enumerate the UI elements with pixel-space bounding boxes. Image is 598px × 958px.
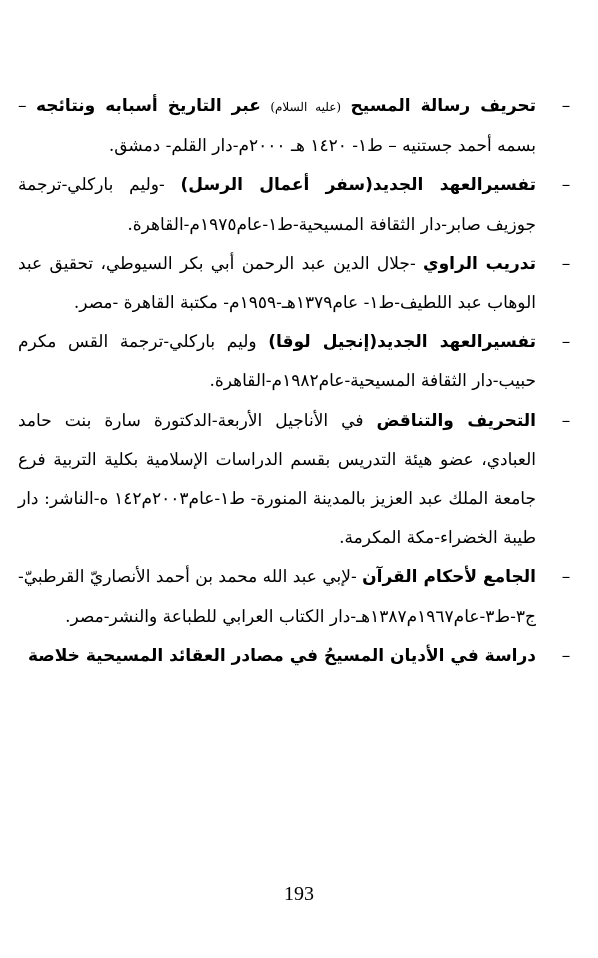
entry-title-continued: عبر التاريخ أسبابه ونتائجه <box>35 96 261 116</box>
entry-title: تحريف رسالة المسيح <box>350 96 537 116</box>
entry-title: تفسيرالعهد الجديد(سفر أعمال الرسل) <box>180 175 536 196</box>
list-dash: – <box>561 645 571 666</box>
bibliography-entry <box>18 323 571 401</box>
bibliography-entry <box>18 558 571 636</box>
entry-text: -جلال الدين عبد الرحمن أبي بكر السيوطي، تحقيق عبد الوهاب عبد اللطيف-ط١- عام١٣٧٩هـ-١٩٥٩م- مكتبة القاهرة -مصر. <box>18 253 536 314</box>
bibliography-entry <box>18 637 571 676</box>
page-number: 193 <box>284 883 314 905</box>
entry-text: في الأناجيل الأربعة-الدكتورة سارة بنت حامد العبادي، عضو هيئة التدريس بقسم الدراسات الإسلامية بكلية التربية فرع جامعة الملك عبد العزيز بالمدينة المنورة- ط١-عام٢٠٠٣م١٤٢ ه-الناشر: دار طيبة الخضراء-مكة المكرمة. <box>18 410 536 549</box>
entry-title: تدريب الراوي <box>423 253 536 274</box>
bibliography-entry <box>18 87 571 166</box>
entry-title: التحريف والتناقض <box>376 410 536 431</box>
entry-title: تفسيرالعهد الجديد(إنجيل لوقا) <box>268 332 537 353</box>
entry-note: (عليه السلام) <box>270 100 342 114</box>
entry-text: – بسمه أحمد جستنيه – ط١- ١٤٢٠ هـ ٢٠٠٠م-دار القلم- دمشق. <box>18 96 536 157</box>
entry-text: وليم باركلي-ترجمة القس مكرم حبيب-دار الثقافة المسيحية-عام١٩٨٢م-القاهرة. <box>18 332 536 392</box>
list-dash: – <box>561 96 571 116</box>
list-dash: – <box>561 253 571 274</box>
entry-text: -لإبي عبد الله محمد بن أحمد الأنصاريّ القرطبيّ-ج٣-ط٣-عام١٩٦٧م١٣٨٧هـ-دار الكتاب العرابي للطباعة والنشر-مصر. <box>18 567 536 627</box>
bibliography-entry <box>18 166 571 244</box>
list-dash: – <box>561 175 571 196</box>
bibliography-entry <box>18 245 571 323</box>
list-dash: – <box>561 410 571 431</box>
bibliography-list <box>18 87 571 676</box>
list-dash: – <box>561 567 571 588</box>
entry-title: دراسة في الأديان المسيحُ في مصادر العقائد المسيحية خلاصة <box>28 645 536 666</box>
entry-title: الجامع لأحكام القرآن <box>362 567 537 588</box>
bibliography-entry <box>18 402 571 559</box>
list-dash: – <box>561 332 571 353</box>
entry-text: -وليم باركلي-ترجمة جوزيف صابر-دار الثقافة المسيحية-ط١-عام١٩٧٥م-القاهرة. <box>18 175 536 235</box>
